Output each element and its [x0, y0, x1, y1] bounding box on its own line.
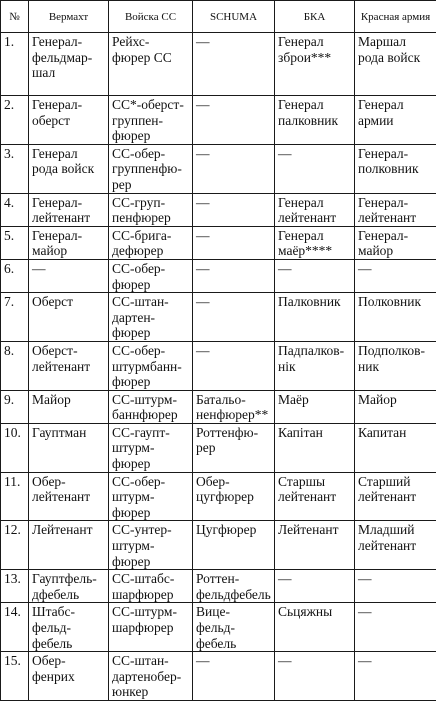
cell-bka: [275, 293, 355, 342]
cell-waffen-ss: [109, 96, 193, 145]
cell-line: Капитан: [358, 425, 406, 440]
cell-line: —: [196, 653, 210, 668]
cell-line: Генерал: [278, 228, 324, 243]
header-bka: БКА: [275, 1, 355, 33]
cell-line: 3.: [4, 146, 14, 161]
cell-line: СС-штан-: [112, 653, 169, 668]
header-row: [1, 1, 436, 33]
cell-line: Старший: [358, 474, 410, 489]
cell-wehrmacht: [29, 472, 109, 521]
cell-line: рер: [196, 440, 216, 455]
cell-schuma: [193, 33, 275, 96]
table-row: [1, 652, 436, 701]
cell-line: Генерал: [32, 146, 78, 161]
cell-waffen-ss: [109, 423, 193, 472]
cell-number: [1, 96, 29, 145]
cell-line: шарфюрер: [112, 620, 173, 635]
cell-line: юнкер: [112, 684, 148, 699]
cell-wehrmacht: [29, 603, 109, 652]
cell-red-army: [355, 144, 436, 193]
cell-line: дартенобер-: [112, 669, 181, 684]
cell-line: оберст: [32, 113, 70, 128]
cell-wehrmacht: [29, 293, 109, 342]
cell-schuma: [193, 144, 275, 193]
cell-line: Генерал: [358, 97, 404, 112]
cell-waffen-ss: [109, 33, 193, 96]
cell-line: цугфюрер: [196, 489, 254, 504]
cell-schuma: [193, 341, 275, 390]
cell-line: Майор: [32, 392, 71, 407]
cell-line: фюрер: [112, 554, 150, 569]
cell-line: армии: [358, 113, 394, 128]
cell-line: СС*-оберст-: [112, 97, 184, 112]
table-row: [1, 390, 436, 423]
header-waffen-ss: Войска СС: [109, 1, 193, 33]
cell-line: Падпалков-: [278, 343, 344, 358]
cell-line: баннфюрер: [112, 407, 178, 422]
cell-wehrmacht: [29, 259, 109, 292]
cell-waffen-ss: [109, 652, 193, 701]
cell-line: Генерал: [278, 97, 324, 112]
cell-line: 8.: [4, 343, 14, 358]
cell-wehrmacht: [29, 652, 109, 701]
table-row: [1, 341, 436, 390]
cell-line: фюрер: [112, 128, 150, 143]
cell-red-army: [355, 259, 436, 292]
cell-schuma: [193, 472, 275, 521]
cell-line: штурм-: [112, 538, 154, 553]
cell-line: —: [196, 34, 210, 49]
cell-line: СС-груп-: [112, 195, 165, 210]
cell-waffen-ss: [109, 226, 193, 259]
cell-waffen-ss: [109, 521, 193, 570]
cell-bka: [275, 341, 355, 390]
table-row: [1, 603, 436, 652]
cell-line: Гауптман: [32, 425, 86, 440]
cell-line: 7.: [4, 294, 14, 309]
cell-line: 6.: [4, 261, 14, 276]
cell-line: ненфюрер**: [196, 407, 268, 422]
cell-bka: [275, 259, 355, 292]
cell-line: Генерал-: [32, 228, 82, 243]
cell-red-army: [355, 33, 436, 96]
cell-bka: [275, 603, 355, 652]
header-red-army: Красная армия: [355, 1, 436, 33]
table-row: [1, 96, 436, 145]
cell-waffen-ss: [109, 293, 193, 342]
cell-waffen-ss: [109, 193, 193, 226]
cell-waffen-ss: [109, 472, 193, 521]
cell-line: штурмбанн-: [112, 359, 182, 374]
cell-line: фебель: [32, 636, 72, 651]
cell-line: —: [278, 571, 292, 586]
cell-line: СС-гаупт-: [112, 425, 170, 440]
cell-line: Лейтенант: [32, 522, 93, 537]
cell-line: лейтенант: [358, 210, 416, 225]
cell-line: Генерал: [278, 34, 324, 49]
cell-number: [1, 390, 29, 423]
cell-line: рода войск: [358, 50, 420, 65]
cell-line: штурм-: [112, 489, 154, 504]
cell-bka: [275, 193, 355, 226]
cell-line: штурм-: [112, 440, 154, 455]
table-row: [1, 423, 436, 472]
cell-line: Палковник: [278, 294, 341, 309]
table-row: [1, 33, 436, 96]
cell-bka: [275, 33, 355, 96]
cell-line: 9.: [4, 392, 14, 407]
cell-line: фельд-: [32, 620, 71, 635]
cell-waffen-ss: [109, 570, 193, 603]
cell-line: лейтенант: [32, 210, 90, 225]
cell-line: фебель: [196, 636, 236, 651]
cell-line: СС-штурм-: [112, 604, 177, 619]
cell-waffen-ss: [109, 603, 193, 652]
cell-number: [1, 193, 29, 226]
cell-line: Младший: [358, 522, 414, 537]
cell-schuma: [193, 603, 275, 652]
cell-line: лейтенант: [32, 359, 90, 374]
cell-number: [1, 226, 29, 259]
cell-schuma: [193, 570, 275, 603]
cell-wehrmacht: [29, 144, 109, 193]
cell-line: палковник: [278, 113, 338, 128]
cell-line: Генерал-: [358, 146, 408, 161]
cell-wehrmacht: [29, 193, 109, 226]
cell-number: [1, 144, 29, 193]
cell-line: Батальо-: [196, 392, 246, 407]
cell-line: маёр****: [278, 243, 332, 258]
cell-line: Маёр: [278, 392, 309, 407]
cell-number: [1, 603, 29, 652]
cell-line: Обер-: [32, 653, 66, 668]
header-number: №: [1, 1, 29, 33]
cell-number: [1, 652, 29, 701]
cell-line: группенфю-: [112, 161, 182, 176]
cell-wehrmacht: [29, 341, 109, 390]
cell-line: 5.: [4, 228, 14, 243]
cell-line: Генерал-: [358, 228, 408, 243]
cell-line: Вице-: [196, 604, 230, 619]
table-row: [1, 472, 436, 521]
cell-line: Генерал: [278, 195, 324, 210]
cell-bka: [275, 390, 355, 423]
cell-line: фюрер: [112, 456, 150, 471]
cell-schuma: [193, 521, 275, 570]
cell-line: Штабс-: [32, 604, 75, 619]
cell-line: Майор: [358, 392, 397, 407]
cell-number: [1, 423, 29, 472]
cell-line: —: [278, 146, 292, 161]
cell-line: —: [358, 604, 372, 619]
cell-red-army: [355, 652, 436, 701]
cell-number: [1, 570, 29, 603]
cell-red-army: [355, 96, 436, 145]
cell-line: Цугфюрер: [196, 522, 256, 537]
cell-line: СС-бригa-: [112, 228, 171, 243]
cell-line: пенфюрер: [112, 210, 171, 225]
cell-line: Старшы: [278, 474, 325, 489]
cell-line: —: [358, 653, 372, 668]
cell-schuma: [193, 652, 275, 701]
cell-line: Роттен-: [196, 571, 239, 586]
cell-line: Полковник: [358, 294, 421, 309]
cell-line: фельдфебель: [196, 587, 271, 602]
cell-line: 4.: [4, 195, 14, 210]
cell-line: Генерал-: [32, 195, 82, 210]
cell-schuma: [193, 423, 275, 472]
table-row: [1, 521, 436, 570]
cell-red-army: [355, 341, 436, 390]
cell-schuma: [193, 96, 275, 145]
cell-number: [1, 293, 29, 342]
cell-bka: [275, 570, 355, 603]
cell-line: майор: [358, 243, 393, 258]
cell-schuma: [193, 293, 275, 342]
cell-line: полковник: [358, 161, 419, 176]
cell-red-army: [355, 472, 436, 521]
cell-waffen-ss: [109, 259, 193, 292]
cell-line: шарфюрер: [112, 587, 173, 602]
cell-line: фельд-: [196, 620, 235, 635]
cell-wehrmacht: [29, 96, 109, 145]
cell-line: рер: [112, 177, 132, 192]
cell-waffen-ss: [109, 144, 193, 193]
cell-line: дефюрер: [112, 243, 163, 258]
cell-red-army: [355, 423, 436, 472]
cell-red-army: [355, 390, 436, 423]
cell-schuma: [193, 390, 275, 423]
cell-bka: [275, 472, 355, 521]
cell-bka: [275, 96, 355, 145]
header-schuma: SCHUMA: [193, 1, 275, 33]
cell-line: Генерал-: [32, 34, 82, 49]
cell-wehrmacht: [29, 521, 109, 570]
cell-line: —: [196, 343, 210, 358]
cell-schuma: [193, 193, 275, 226]
cell-waffen-ss: [109, 390, 193, 423]
cell-line: СС-обер-: [112, 146, 165, 161]
cell-bka: [275, 226, 355, 259]
table-row: [1, 293, 436, 342]
cell-line: Гауптфель-: [32, 571, 97, 586]
cell-line: Оберст: [32, 294, 73, 309]
cell-schuma: [193, 226, 275, 259]
cell-line: —: [196, 195, 210, 210]
cell-bka: [275, 521, 355, 570]
cell-line: 12.: [4, 522, 21, 537]
table-row: [1, 226, 436, 259]
cell-line: 11.: [4, 474, 20, 489]
cell-number: [1, 341, 29, 390]
cell-line: лейтенант: [32, 489, 90, 504]
cell-line: СС-обер-: [112, 343, 165, 358]
cell-line: СС-обер-: [112, 261, 165, 276]
cell-red-army: [355, 193, 436, 226]
cell-line: шал: [32, 65, 55, 80]
cell-line: Роттенфю-: [196, 425, 258, 440]
cell-line: Маршал: [358, 34, 406, 49]
cell-line: майор: [32, 243, 67, 258]
cell-line: Сьцяжны: [278, 604, 332, 619]
cell-line: 15.: [4, 653, 21, 668]
cell-line: фюрер: [112, 505, 150, 520]
cell-line: —: [196, 146, 210, 161]
cell-number: [1, 33, 29, 96]
cell-wehrmacht: [29, 423, 109, 472]
cell-line: СС-обер-: [112, 474, 165, 489]
cell-line: фюрер: [112, 325, 150, 340]
cell-line: Лейтенант: [278, 522, 339, 537]
cell-red-army: [355, 570, 436, 603]
cell-wehrmacht: [29, 33, 109, 96]
cell-line: збрoи***: [278, 50, 331, 65]
table-row: [1, 144, 436, 193]
cell-wehrmacht: [29, 390, 109, 423]
cell-line: Обер-: [196, 474, 230, 489]
cell-line: —: [278, 261, 292, 276]
cell-line: —: [358, 261, 372, 276]
cell-waffen-ss: [109, 341, 193, 390]
cell-line: Подполков-: [358, 343, 425, 358]
cell-line: СС-штурм-: [112, 392, 177, 407]
cell-line: лейтенант: [358, 538, 416, 553]
cell-line: —: [196, 294, 210, 309]
cell-line: —: [32, 261, 46, 276]
cell-line: нік: [278, 359, 296, 374]
header-wehrmacht: Вермахт: [29, 1, 109, 33]
cell-line: Генерал-: [32, 97, 82, 112]
cell-line: фюрер: [112, 277, 150, 292]
cell-line: фенрих: [32, 669, 75, 684]
table-row: [1, 259, 436, 292]
cell-line: —: [196, 228, 210, 243]
cell-line: ник: [358, 359, 379, 374]
cell-schuma: [193, 259, 275, 292]
cell-line: дартен-: [112, 310, 155, 325]
cell-number: [1, 259, 29, 292]
cell-line: —: [196, 97, 210, 112]
cell-line: дфебель: [32, 587, 79, 602]
cell-line: СС-унтер-: [112, 522, 172, 537]
cell-line: группен-: [112, 113, 163, 128]
cell-line: Обер-: [32, 474, 66, 489]
cell-line: Оберст-: [32, 343, 78, 358]
cell-line: 13.: [4, 571, 21, 586]
cell-line: лейтенант: [278, 489, 336, 504]
cell-line: —: [196, 261, 210, 276]
cell-line: Рейхс-: [112, 34, 149, 49]
cell-line: 14.: [4, 604, 21, 619]
cell-number: [1, 472, 29, 521]
cell-red-army: [355, 521, 436, 570]
cell-bka: [275, 652, 355, 701]
cell-line: Генерал-: [358, 195, 408, 210]
cell-red-army: [355, 293, 436, 342]
cell-line: лейтенант: [278, 210, 336, 225]
cell-bka: [275, 423, 355, 472]
cell-line: 10.: [4, 425, 21, 440]
cell-line: фюрер: [112, 374, 150, 389]
cell-red-army: [355, 603, 436, 652]
cell-wehrmacht: [29, 570, 109, 603]
table-row: [1, 570, 436, 603]
table-body: [1, 33, 436, 701]
cell-line: лейтенант: [358, 489, 416, 504]
table-row: [1, 193, 436, 226]
cell-number: [1, 521, 29, 570]
cell-line: СС-штан-: [112, 294, 169, 309]
cell-line: —: [278, 653, 292, 668]
cell-line: фельдмар-: [32, 50, 92, 65]
cell-line: —: [358, 571, 372, 586]
cell-wehrmacht: [29, 226, 109, 259]
cell-line: Капітан: [278, 425, 323, 440]
cell-line: 2.: [4, 97, 14, 112]
cell-red-army: [355, 226, 436, 259]
cell-line: 1.: [4, 34, 14, 49]
cell-line: СС-штабс-: [112, 571, 174, 586]
cell-line: фюрер СС: [112, 50, 172, 65]
cell-line: рода войск: [32, 161, 94, 176]
cell-bka: [275, 144, 355, 193]
